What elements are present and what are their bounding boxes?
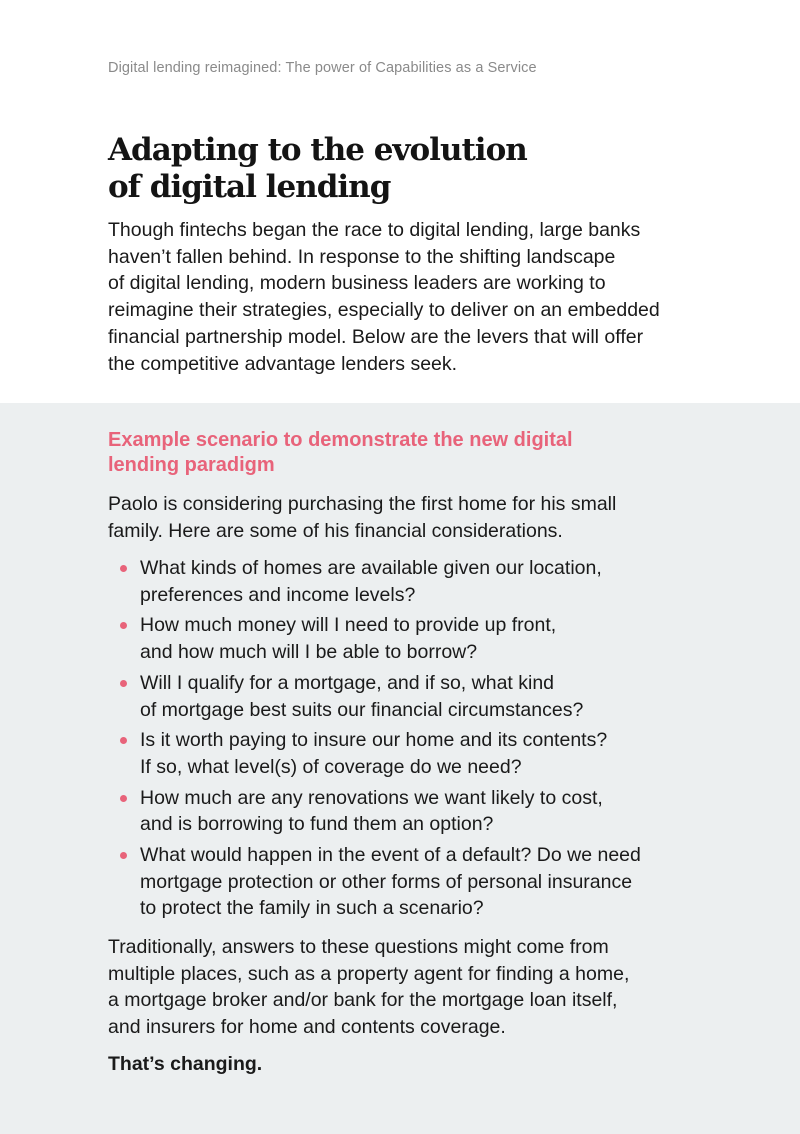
consideration-item xyxy=(108,612,708,665)
traditional-paragraph xyxy=(108,934,708,1041)
bullet-dot-icon xyxy=(120,852,127,859)
consideration-item xyxy=(108,727,708,780)
scenario-intro-line: Paolo is considering purchasing the first home for his small xyxy=(108,493,617,515)
consideration-line: and how much will I be able to borrow? xyxy=(140,641,478,664)
consideration-line: What would happen in the event of a default? Do we need xyxy=(140,844,641,867)
consideration-line: of mortgage best suits our financial circumstances? xyxy=(140,698,584,721)
consideration-line: to protect the family in such a scenario? xyxy=(140,897,484,920)
intro-line: the competitive advantage lenders seek. xyxy=(108,352,458,375)
bullet-dot-icon xyxy=(120,622,127,629)
scenario-title-line-1: Example scenario to demonstrate the new digital xyxy=(108,429,573,451)
page-title-line-2: of digital lending xyxy=(108,169,391,205)
page-title xyxy=(108,132,668,206)
consideration-line: and is borrowing to fund them an option? xyxy=(140,813,494,836)
bullet-dot-icon xyxy=(120,680,127,687)
scenario-title xyxy=(108,428,668,478)
traditional-line: a mortgage broker and/or bank for the mortgage loan itself, xyxy=(108,989,618,1012)
scenario-intro xyxy=(108,491,708,544)
traditional-line: multiple places, such as a property agent for finding a home, xyxy=(108,962,630,985)
consideration-line: What kinds of homes are available given our location, xyxy=(140,557,602,579)
intro-line: Though fintechs began the race to digital lending, large banks xyxy=(108,219,641,241)
intro-line: of digital lending, modern business leaders are working to xyxy=(108,272,606,295)
page-title-line-1: Adapting to the evolution xyxy=(108,132,527,168)
bullet-dot-icon xyxy=(120,565,127,572)
closing-statement: That’s changing. xyxy=(108,1053,263,1075)
consideration-item xyxy=(108,842,708,922)
running-header: Digital lending reimagined: The power of Capabilities as a Service xyxy=(108,60,537,76)
intro-paragraph xyxy=(108,217,708,377)
consideration-line: How much are any renovations we want likely to cost, xyxy=(140,786,603,809)
consideration-line: mortgage protection or other forms of personal insurance xyxy=(140,870,633,893)
scenario-intro-line: family. Here are some of his financial considerations. xyxy=(108,519,563,542)
consideration-line: Is it worth paying to insure our home and its contents? xyxy=(140,729,608,752)
traditional-line: Traditionally, answers to these questions might come from xyxy=(108,936,609,958)
consideration-line: If so, what level(s) of coverage do we need? xyxy=(140,755,522,778)
consideration-line: How much money will I need to provide up front, xyxy=(140,614,557,637)
bullet-dot-icon xyxy=(120,795,127,802)
consideration-item xyxy=(108,555,708,608)
consideration-item xyxy=(108,670,708,723)
consideration-line: preferences and income levels? xyxy=(140,583,416,606)
consideration-line: Will I qualify for a mortgage, and if so, what kind xyxy=(140,671,555,694)
intro-line: financial partnership model. Below are the levers that will offer xyxy=(108,325,644,348)
consideration-item xyxy=(108,785,708,838)
bullet-dot-icon xyxy=(120,737,127,744)
intro-line: reimagine their strategies, especially to deliver on an embedded xyxy=(108,299,660,322)
scenario-title-line-2: lending paradigm xyxy=(108,454,275,476)
traditional-line: and insurers for home and contents coverage. xyxy=(108,1016,506,1039)
considerations-list xyxy=(108,555,708,926)
intro-line: haven’t fallen behind. In response to the shifting landscape xyxy=(108,245,616,268)
